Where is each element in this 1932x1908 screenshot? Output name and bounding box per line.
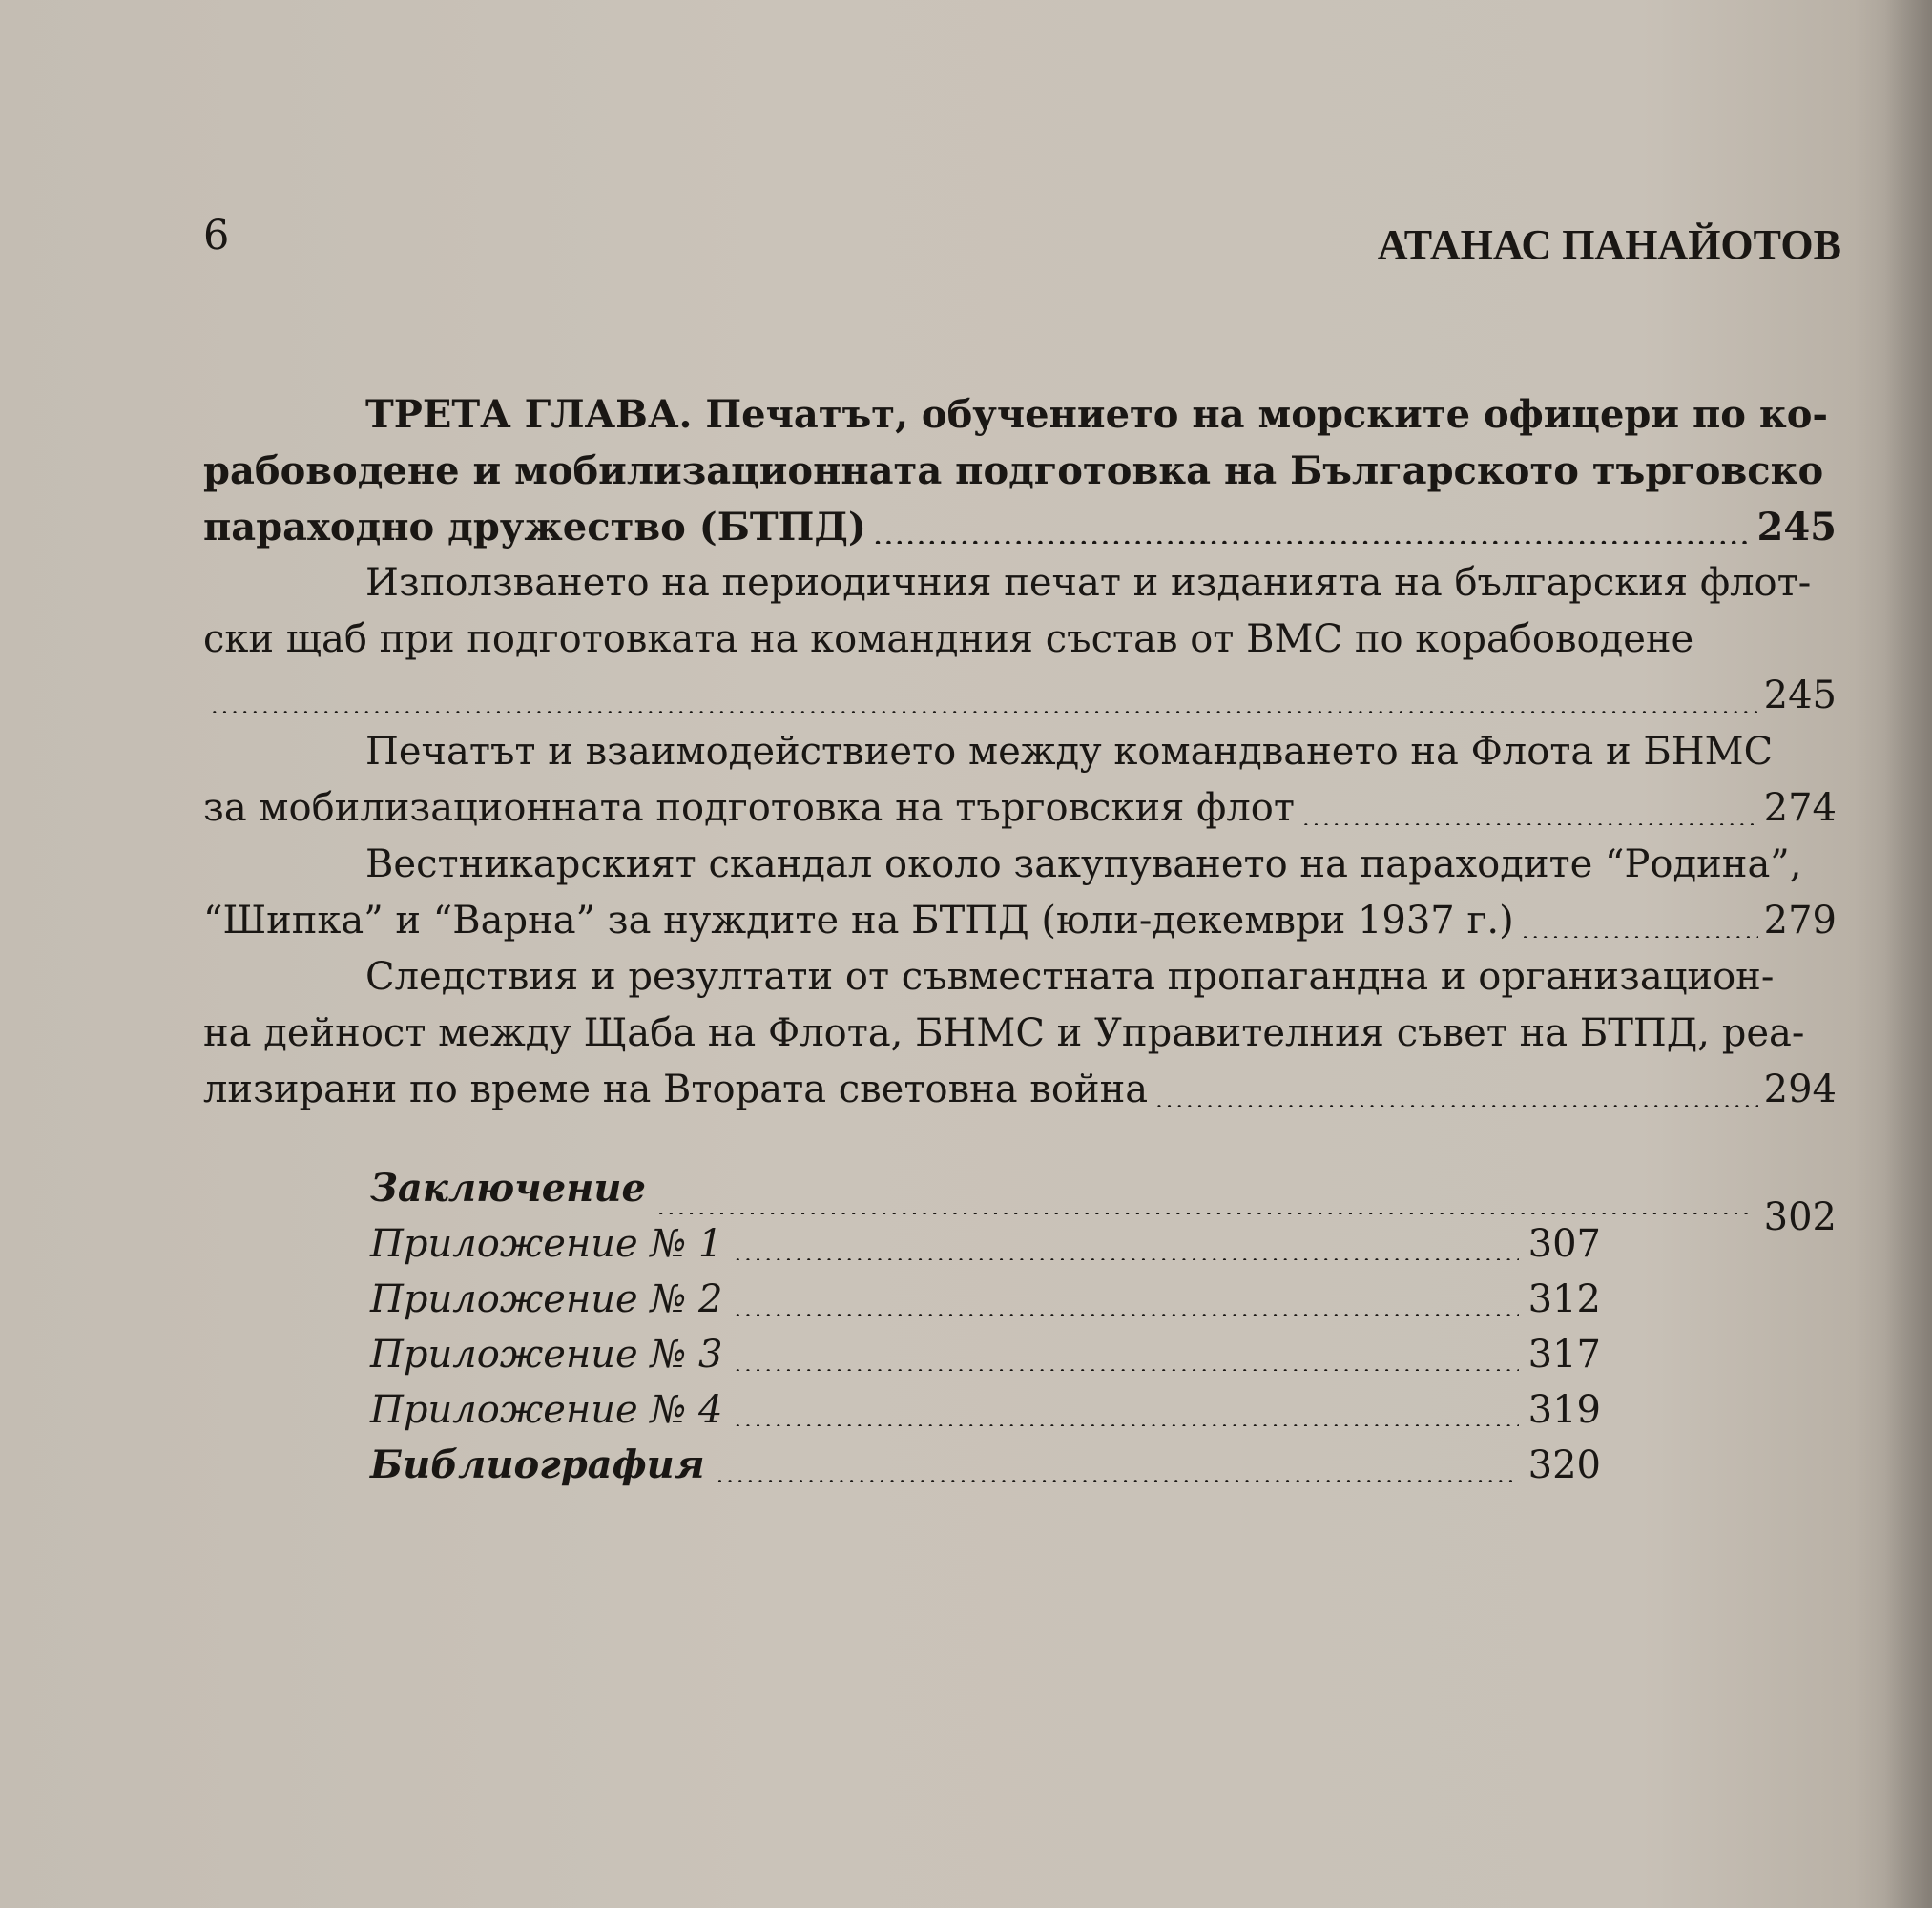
toc-endmatter-entry[interactable] [203,1216,1601,1272]
section-page-number: 279 [1763,899,1837,943]
dot-leader [1302,812,1758,825]
author-name: АТАНАС ПАНАЙОТОВ [1377,221,1841,268]
dot-leader [657,1201,1755,1214]
dot-leader [734,1302,1518,1316]
section-line: Използването на периодичния печат и изданията на българския флот- [365,561,1812,605]
table-of-contents [203,386,1837,1493]
endmatter-page-number: 319 [1527,1388,1601,1432]
endmatter-label: Приложение № 4 [370,1388,723,1432]
endmatter-label: Приложение № 3 [370,1333,723,1377]
endmatter-label: Библиография [370,1442,705,1487]
endmatter-label: Приложение № 1 [370,1222,723,1266]
section-page-number: 294 [1763,1068,1837,1111]
section-line: ски щаб при подготовката на командния състав от ВМС по корабоводене [203,617,1694,661]
dot-leader [717,1468,1519,1482]
chapter-title-line-2: рабоводене и мобилизационната подготовка на Българското търговско [203,448,1824,493]
chapter-title-line-1: ТРЕТА ГЛАВА. Печатът, обучението на морските офицери по ко- [365,392,1829,437]
dot-leader [734,1247,1518,1260]
endmatter-label: Заключение [370,1166,646,1211]
endmatter-page-number: 307 [1527,1222,1601,1266]
section-line: Печатът и взаимодействието между командването на Флота и БНМС [365,730,1774,774]
chapter-title-leader [203,499,1837,555]
toc-section-entry[interactable] [203,555,1837,724]
section-leader [203,780,1837,837]
section-line: Вестникарският скандал около закупуването на параходите “Родина”, [365,842,1802,886]
toc-section-entry[interactable] [203,724,1837,837]
page-edge-shadow [1884,0,1932,1908]
endmatter-page-number: 317 [1527,1333,1601,1377]
toc-endmatter-entry[interactable] [203,1438,1601,1493]
page-number: 6 [203,212,230,259]
endmatter-label: Приложение № 2 [370,1277,723,1321]
section-leader [203,668,1837,724]
toc-endmatter-entry[interactable] [203,1382,1601,1438]
endmatter-page-number: 302 [1763,1195,1837,1239]
section-line: на дейност между Щаба на Флота, БНМС и Управителния съвет на БТПД, реа- [203,1011,1805,1055]
section-last-line: лизирани по време на Втората световна война [203,1068,1149,1111]
dot-leader [1522,924,1758,938]
dot-leader [1155,1093,1758,1107]
section-leader [203,893,1837,949]
toc-section-entry[interactable] [203,949,1837,1118]
chapter-title-line-3: параходно дружество (БТПД) [203,505,866,550]
dot-leader [734,1358,1518,1371]
toc-endmatter-entry[interactable] [203,1161,1837,1239]
dot-leader [874,530,1752,544]
toc-chapter-entry[interactable] [203,386,1837,555]
dot-leader [211,699,1758,713]
toc-section-entry[interactable] [203,837,1837,949]
section-line: Следствия и резултати от съвместната пропагандна и организацион- [365,955,1775,999]
toc-endmatter-entry[interactable] [203,1272,1601,1327]
toc-endmatter [203,1161,1837,1493]
endmatter-page-number: 320 [1527,1443,1601,1487]
chapter-page-number: 245 [1756,505,1837,550]
dot-leader [734,1413,1518,1426]
section-page-number: 245 [1763,674,1837,717]
endmatter-page-number: 312 [1527,1277,1601,1321]
section-page-number: 274 [1763,786,1837,830]
section-leader [203,1062,1837,1118]
toc-endmatter-entry[interactable] [203,1327,1601,1382]
section-last-line: “Шипка” и “Варна” за нуждите на БТПД (юли-декември 1937 г.) [203,899,1514,943]
section-last-line: за мобилизационната подготовка на търговския флот [203,786,1295,830]
